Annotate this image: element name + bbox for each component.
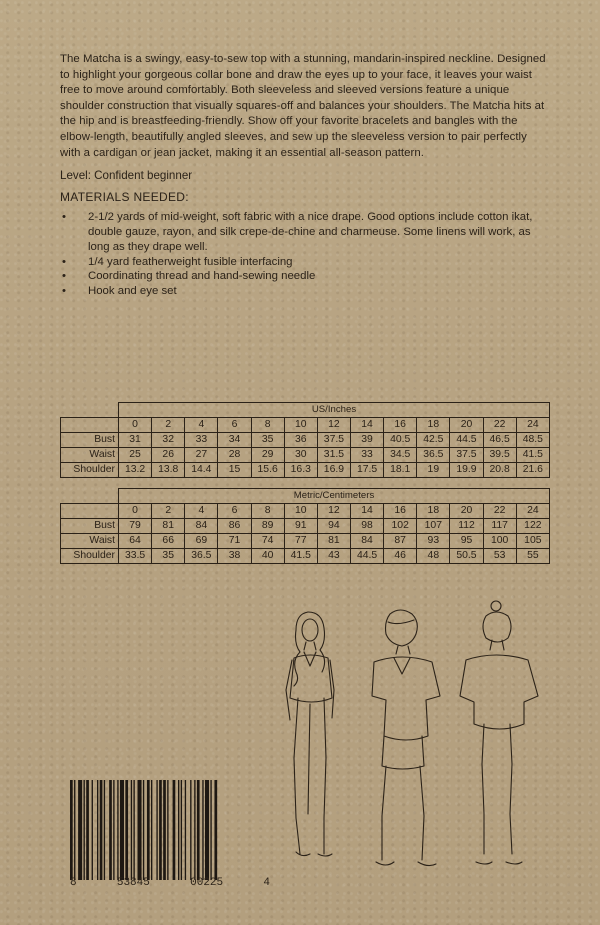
table-cell: 18.1: [384, 462, 417, 477]
table-cell: 81: [152, 518, 185, 533]
barcode-bar: [210, 780, 211, 880]
barcode-bar: [104, 780, 105, 880]
size-header: 18: [417, 503, 450, 518]
table-cell: 44.5: [350, 548, 383, 563]
table-cell: 36.5: [417, 447, 450, 462]
table-cell: 74: [251, 533, 284, 548]
table-cell: 44.5: [450, 432, 483, 447]
table-cell: 55: [516, 548, 549, 563]
table-cell: 46.5: [483, 432, 516, 447]
barcode-bar: [100, 780, 103, 880]
table-cell: 84: [185, 518, 218, 533]
table-cell: 39.5: [483, 447, 516, 462]
metric-size-chart-caption: Metric/Centimeters: [119, 489, 550, 504]
size-header: 2: [152, 503, 185, 518]
size-header: 22: [483, 503, 516, 518]
materials-item: • 1/4 yard featherweight fusible interfacing: [60, 255, 550, 270]
materials-list: [60, 210, 550, 299]
barcode-bar: [185, 780, 186, 880]
barcode-bar: [147, 780, 150, 880]
barcode-bar: [163, 780, 166, 880]
barcode-bar: [86, 780, 89, 880]
skill-level: Level: Confident beginner: [60, 169, 193, 183]
table-cell: 89: [251, 518, 284, 533]
barcode-bar: [214, 780, 217, 880]
table-cell: 77: [284, 533, 317, 548]
size-header: 14: [350, 503, 383, 518]
row-label: Bust: [61, 432, 119, 447]
table-cell: 95: [450, 533, 483, 548]
table-cell: 100: [483, 533, 516, 548]
table-cell: 16.3: [284, 462, 317, 477]
table-cell: 21.6: [516, 462, 549, 477]
figure-sleeveless-front: [286, 612, 334, 856]
size-header: 0: [119, 417, 152, 432]
barcode-digit-group: 8: [70, 877, 77, 889]
size-header: 8: [251, 503, 284, 518]
table-cell: 27: [185, 447, 218, 462]
table-cell: 33: [185, 432, 218, 447]
table-cell: 28: [218, 447, 251, 462]
size-header: 10: [284, 417, 317, 432]
table-cell: 94: [317, 518, 350, 533]
table-row: [61, 432, 550, 447]
table-cell: 41.5: [284, 548, 317, 563]
table-row: [61, 548, 550, 563]
table-cell: 33: [350, 447, 383, 462]
table-cell: 15: [218, 462, 251, 477]
table-cell: 93: [417, 533, 450, 548]
table-cell: 19.9: [450, 462, 483, 477]
size-chart-corner: [61, 403, 119, 418]
table-cell: 40: [251, 548, 284, 563]
table-cell: 102: [384, 518, 417, 533]
table-cell: 122: [516, 518, 549, 533]
table-cell: 30: [284, 447, 317, 462]
table-cell: 31.5: [317, 447, 350, 462]
table-cell: 35: [152, 548, 185, 563]
us-size-chart: [60, 402, 550, 478]
table-cell: 39: [350, 432, 383, 447]
table-cell: 117: [483, 518, 516, 533]
table-cell: 36.5: [185, 548, 218, 563]
table-cell: 48: [417, 548, 450, 563]
barcode-bar: [178, 780, 179, 880]
table-cell: 64: [119, 533, 152, 548]
materials-item: • Coordinating thread and hand-sewing needle: [60, 269, 550, 284]
barcode-bar: [138, 780, 142, 880]
size-header: 2: [152, 417, 185, 432]
barcode-bar: [133, 780, 134, 880]
table-cell: 29: [251, 447, 284, 462]
table-cell: 91: [284, 518, 317, 533]
size-header: 6: [218, 417, 251, 432]
row-label: Shoulder: [61, 548, 119, 563]
barcode-bar: [151, 780, 152, 880]
size-header: 0: [119, 503, 152, 518]
barcode-bar: [109, 780, 112, 880]
size-header: 12: [317, 503, 350, 518]
barcode-bar: [78, 780, 82, 880]
barcode-bar: [70, 780, 73, 880]
table-cell: 35: [251, 432, 284, 447]
table-cell: 107: [417, 518, 450, 533]
table-cell: 81: [317, 533, 350, 548]
table-cell: 31: [119, 432, 152, 447]
table-cell: 20.8: [483, 462, 516, 477]
barcode-bar: [173, 780, 176, 880]
us-size-header-row: [61, 417, 550, 432]
pattern-back-cover: [60, 52, 550, 299]
size-header-blank: [61, 417, 119, 432]
materials-item: • Hook and eye set: [60, 284, 550, 299]
size-header: 12: [317, 417, 350, 432]
table-cell: 17.5: [350, 462, 383, 477]
table-cell: 38: [218, 548, 251, 563]
row-label: Shoulder: [61, 462, 119, 477]
size-header: 24: [516, 417, 549, 432]
barcode-bar: [120, 780, 124, 880]
barcode-bar: [74, 780, 75, 880]
table-cell: 43: [317, 548, 350, 563]
barcode-number: [70, 877, 270, 889]
table-cell: 34.5: [384, 447, 417, 462]
table-cell: 33.5: [119, 548, 152, 563]
table-cell: 36: [284, 432, 317, 447]
table-row: [61, 518, 550, 533]
table-cell: 98: [350, 518, 383, 533]
fashion-illustration: [270, 600, 570, 900]
size-chart-corner: [61, 489, 119, 504]
size-header: 6: [218, 503, 251, 518]
size-header: 8: [251, 417, 284, 432]
size-header-blank: [61, 503, 119, 518]
table-cell: 14.4: [185, 462, 218, 477]
table-cell: 87: [384, 533, 417, 548]
barcode-bar: [205, 780, 209, 880]
barcode-bar: [125, 780, 128, 880]
barcode-bar: [202, 780, 203, 880]
barcode-bar: [97, 780, 98, 880]
pattern-description: The Matcha is a swingy, easy-to-sew top with a stunning, mandarin-inspired neckline. Designed to highlight your gorgeous collar bone and draw the eyes up to your face, it leaves your waist free to move around comfortably. Both sleeveless and sleeved versions feature a unique shoulder construction that visually squares-off and balances your shoulders. The Matcha hits at the hip and is breastfeeding-friendly. Show off your favorite bracelets and bangles with the elbow-length, beautifully angled sleeves, and sew up the sleeveless version to pair perfectly with a cardigan or jean jacket, making it an essential all-season pattern.: [60, 53, 546, 159]
size-header: 20: [450, 417, 483, 432]
table-cell: 26: [152, 447, 185, 462]
table-cell: 112: [450, 518, 483, 533]
metric-size-chart: [60, 488, 550, 564]
barcode-bar: [181, 780, 182, 880]
table-cell: 34: [218, 432, 251, 447]
barcode-bar: [131, 780, 132, 880]
table-cell: 13.2: [119, 462, 152, 477]
barcode-digit-group: 53845: [116, 877, 150, 889]
size-header: 22: [483, 417, 516, 432]
table-cell: 48.5: [516, 432, 549, 447]
table-cell: 105: [516, 533, 549, 548]
table-row: [61, 533, 550, 548]
table-cell: 32: [152, 432, 185, 447]
table-cell: 50.5: [450, 548, 483, 563]
barcode-bar: [167, 780, 168, 880]
figure-sleeved-back: [460, 601, 538, 864]
barcode-bar: [113, 780, 114, 880]
table-cell: 86: [218, 518, 251, 533]
table-cell: 25: [119, 447, 152, 462]
size-header: 10: [284, 503, 317, 518]
barcode-bar: [194, 780, 195, 880]
table-cell: 40.5: [384, 432, 417, 447]
barcode-bar: [143, 780, 144, 880]
table-cell: 79: [119, 518, 152, 533]
barcode-bar: [159, 780, 162, 880]
size-header: 16: [384, 417, 417, 432]
barcode-bar: [156, 780, 157, 880]
table-cell: 84: [350, 533, 383, 548]
size-header: 4: [185, 417, 218, 432]
table-cell: 37.5: [317, 432, 350, 447]
table-cell: 42.5: [417, 432, 450, 447]
table-row: [61, 462, 550, 477]
barcode-bar: [84, 780, 85, 880]
barcode-bar: [197, 780, 200, 880]
table-cell: 16.9: [317, 462, 350, 477]
table-cell: 37.5: [450, 447, 483, 462]
materials-heading: MATERIALS NEEDED:: [60, 190, 189, 205]
table-cell: 15.6: [251, 462, 284, 477]
size-header: 18: [417, 417, 450, 432]
row-label: Bust: [61, 518, 119, 533]
figure-sleeved-front: [372, 610, 440, 866]
size-header: 16: [384, 503, 417, 518]
barcode-bar: [92, 780, 93, 880]
barcode-digit-group: 4: [263, 877, 270, 889]
table-row: [61, 447, 550, 462]
barcode: [70, 780, 270, 880]
barcode-bar: [190, 780, 191, 880]
size-header: 14: [350, 417, 383, 432]
barcode-digit-group: 00225: [190, 877, 224, 889]
size-header: 4: [185, 503, 218, 518]
table-cell: 66: [152, 533, 185, 548]
size-header: 24: [516, 503, 549, 518]
table-cell: 13.8: [152, 462, 185, 477]
materials-item: • 2-1/2 yards of mid-weight, soft fabric with a nice drape. Good options include cotton ikat, double gauze, rayon, and silk crepe-de-chine and charmeuse. Some linens will work, as long as they drape well.: [60, 210, 550, 254]
table-cell: 53: [483, 548, 516, 563]
barcode-bar: [117, 780, 118, 880]
metric-size-header-row: [61, 503, 550, 518]
row-label: Waist: [61, 533, 119, 548]
size-header: 20: [450, 503, 483, 518]
table-cell: 41.5: [516, 447, 549, 462]
row-label: Waist: [61, 447, 119, 462]
us-size-chart-caption: US/Inches: [119, 403, 550, 418]
table-cell: 46: [384, 548, 417, 563]
table-cell: 69: [185, 533, 218, 548]
table-cell: 19: [417, 462, 450, 477]
table-cell: 71: [218, 533, 251, 548]
